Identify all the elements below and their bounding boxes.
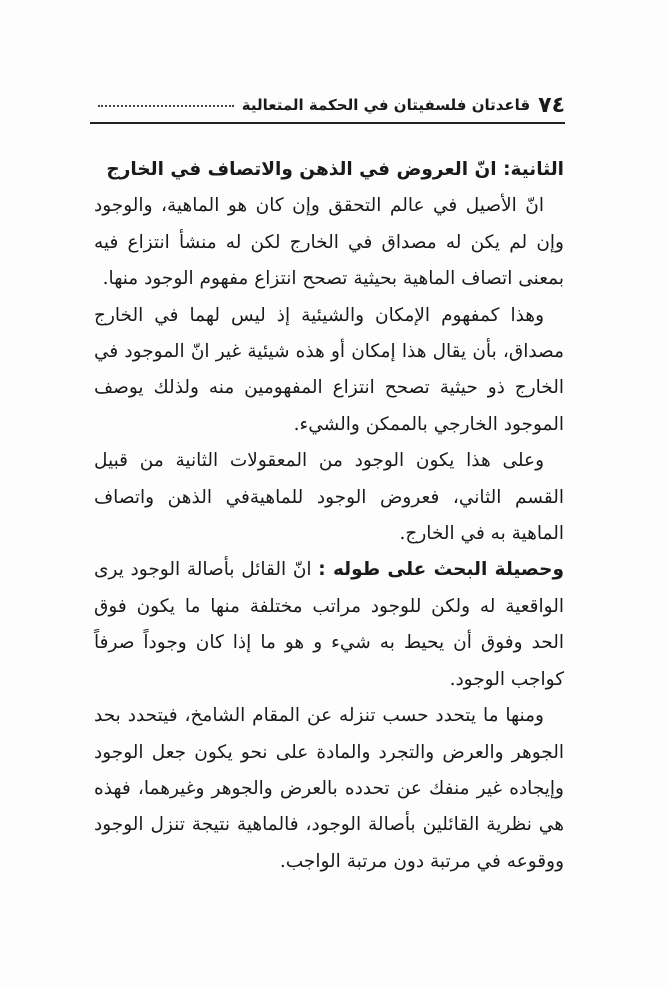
paragraph-1: انّ الأصيل في عالم التحقق وإن كان هو الماهية، والوجود وإن لم يكن له مصداق في الخارج لكن له منشأ انتزاع فيه بمعنى اتصاف الماهية بحيثية تصحح انتزاع مفهوم الوجود منها. [94,195,564,290]
page-number: ٧٤ [538,92,565,118]
page-body [94,152,564,880]
paragraph-3: وعلى هذا يكون الوجود من المعقولات الثانية من قبيل القسم الثاني، فعروض الوجود للماهيةفي الذهن واتصاف الماهية به في الخارج. [94,450,564,545]
summary-lead: وحصيلة البحث على طوله : [318,559,564,581]
header-dotted-leader [98,104,234,107]
closing-paragraph: ومنها ما يتحدد حسب تنزله عن المقام الشامخ، فيتحدد بحد الجوهر والعرض والتجرد والمادة على نحو يكون جعل الوجود وإيجاده غير منفك عن تحدده بالعرض والجوهر وغيرهما، فهذه هي نظرية القائلين بأصالة الوجود، فالماهية نتيجة تنزل الوجود ووقوعه في مرتبة دون مرتبة الواجب. [94,705,564,872]
summary-paragraph [94,552,564,698]
running-title: قاعدتان فلسفيتان في الحكمة المتعالية [241,96,531,114]
summary-text: انّ القائل بأصالة الوجود يرى الواقعية له ولكن للوجود مراتب مختلفة منها ما يكون فوق الحد وفوق أن يحيط به شيء و هو ما إذا كان وجوداً صرفاً كواجب الوجود. [94,559,564,690]
running-header [90,88,565,124]
section-heading: الثانية: انّ العروض في الذهن والاتصاف في الخارج [106,159,564,180]
paragraph-2: وهذا كمفهوم الإمكان والشيئية إذ ليس لهما في الخارج مصداق، بأن يقال هذا إمكان أو هذه شيئية غير انّ الموجود في الخارج ذو حيثية تصحح انتزاع المفهومين منه ولذلك يوصف الموجود الخارجي بالممكن والشيء. [94,304,564,435]
